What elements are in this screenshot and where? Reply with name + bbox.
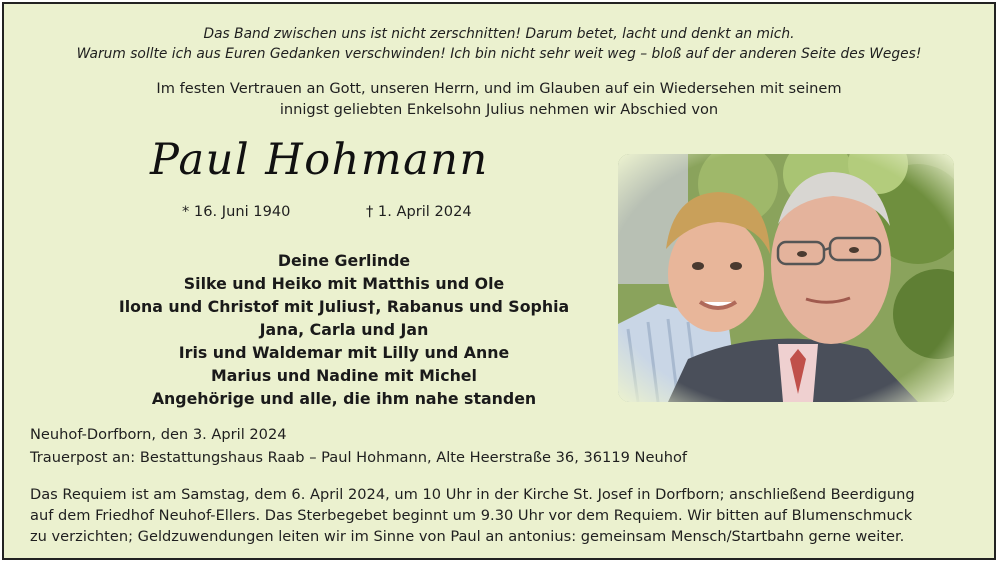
deceased-name: Paul Hohmann	[150, 135, 489, 185]
funeral-service-info	[30, 484, 970, 547]
mourning-mail-address: Trauerpost an: Bestattungshaus Raab – Paul Hohmann, Alte Heerstraße 36, 36119 Neuhof	[30, 449, 688, 466]
birth-date: * 16. Juni 1940	[182, 203, 291, 220]
place-and-date: Neuhof-Dorfborn, den 3. April 2024	[30, 426, 287, 443]
mourner-line: Iris und Waldemar mit Lilly und Anne	[178, 343, 510, 362]
memorial-quote	[4, 24, 994, 64]
mourners-list	[24, 249, 664, 410]
mourner-line: Marius und Nadine mit Michel	[211, 366, 477, 385]
intro-line: innigst geliebten Enkelsohn Julius nehmen wir Abschied von	[279, 101, 719, 118]
service-line: zu verzichten; Geldzuwendungen leiten wir im Sinne von Paul an antonius: gemeinsam Mensch/Startbahn gerne weiter.	[30, 528, 905, 545]
quote-line: Das Band zwischen uns ist nicht zerschnitten! Darum betet, lacht und denkt an mich.	[203, 26, 795, 42]
mourner-line: Ilona und Christof mit Julius†, Rabanus und Sophia	[118, 297, 570, 316]
obituary-card	[2, 2, 996, 560]
service-line: Das Requiem ist am Samstag, dem 6. April 2024, um 10 Uhr in der Kirche St. Josef in Dorfborn; anschließend Beerdigung	[30, 486, 915, 503]
portrait-photo	[618, 154, 954, 402]
intro-text	[4, 78, 994, 120]
death-date: † 1. April 2024	[366, 203, 472, 220]
mourner-line: Angehörige und alle, die ihm nahe standen	[151, 389, 537, 408]
service-line: auf dem Friedhof Neuhof-Ellers. Das Sterbegebet beginnt um 9.30 Uhr vor dem Requiem. Wir bitten auf Blumenschmuck	[30, 507, 913, 524]
mourner-line: Jana, Carla und Jan	[259, 320, 429, 339]
intro-line: Im festen Vertrauen an Gott, unseren Herrn, und im Glauben auf ein Wiedersehen mit seinem	[156, 80, 842, 97]
mourner-line: Deine Gerlinde	[277, 251, 411, 270]
mourner-line: Silke und Heiko mit Matthis und Ole	[183, 274, 505, 293]
quote-line: Warum sollte ich aus Euren Gedanken verschwinden! Ich bin nicht sehr weit weg – bloß auf der anderen Seite des Weges!	[76, 46, 922, 62]
